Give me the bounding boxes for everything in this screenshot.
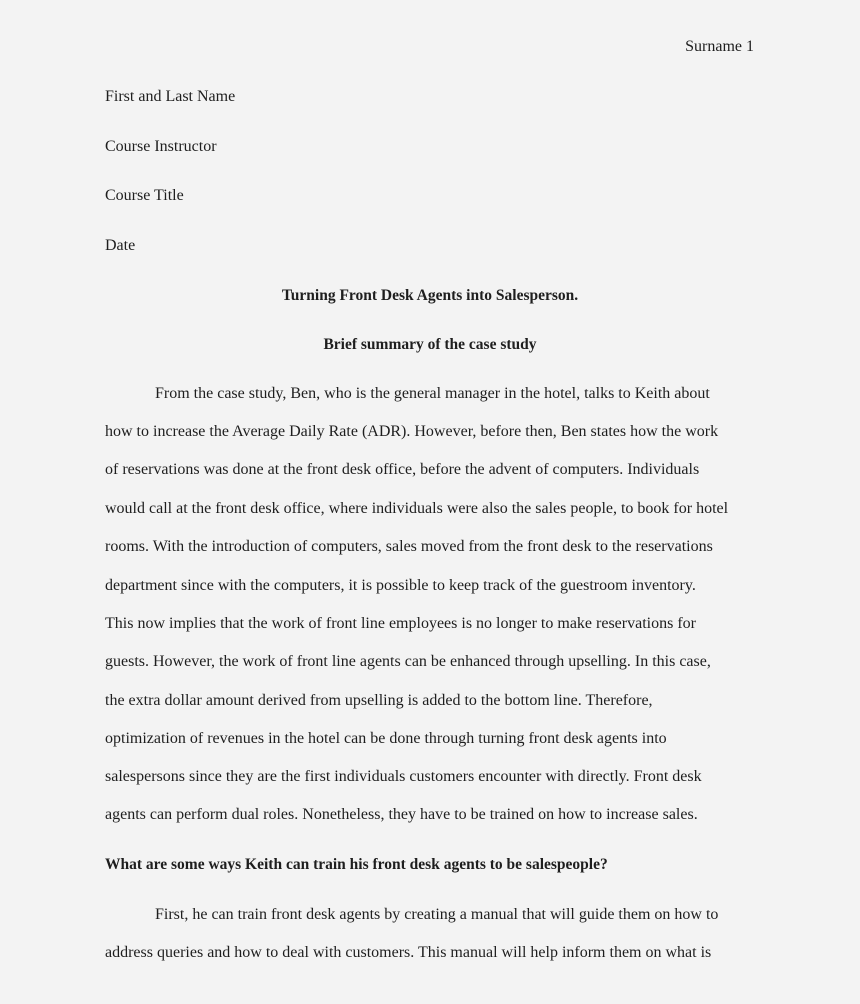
student-name: First and Last Name [105, 88, 236, 105]
paragraph-line: First, he can train front desk agents by creating a manual that will guide them on how to [155, 906, 719, 923]
paragraph-line: how to increase the Average Daily Rate (ADR). However, before then, Ben states how the work [105, 423, 719, 440]
paragraph-line: This now implies that the work of front line employees is no longer to make reservations for [105, 615, 696, 632]
paragraph-line: salespersons since they are the first individuals customers encounter with directly. Front desk [105, 768, 702, 785]
paragraph-line: From the case study, Ben, who is the general manager in the hotel, talks to Keith about [155, 385, 710, 402]
running-header: Surname 1 [685, 38, 754, 55]
section-heading-training: What are some ways Keith can train his front desk agents to be salespeople? [105, 856, 608, 873]
section-heading-summary: Brief summary of the case study [323, 336, 537, 353]
course-title: Course Title [105, 187, 184, 204]
paragraph-line: guests. However, the work of front line agents can be enhanced through upselling. In this case, [105, 653, 711, 670]
paragraph-line: agents can perform dual roles. Nonetheless, they have to be trained on how to increase sales. [105, 806, 698, 823]
document-title: Turning Front Desk Agents into Salesperson. [281, 287, 579, 304]
paragraph-line: the extra dollar amount derived from upselling is added to the bottom line. Therefore, [105, 692, 653, 709]
paragraph-line: optimization of revenues in the hotel can be done through turning front desk agents into [105, 730, 667, 747]
paragraph-line: of reservations was done at the front desk office, before the advent of computers. Individuals [105, 461, 700, 478]
paragraph-line: rooms. With the introduction of computers, sales moved from the front desk to the reservations [105, 538, 713, 555]
date-line: Date [105, 237, 136, 254]
paragraph-line: address queries and how to deal with customers. This manual will help inform them on what is [105, 944, 712, 961]
paragraph-line: department since with the computers, it is possible to keep track of the guestroom inventory. [105, 577, 696, 594]
paragraph-line: would call at the front desk office, where individuals were also the sales people, to book for hotel [105, 500, 729, 517]
course-instructor: Course Instructor [105, 138, 217, 155]
